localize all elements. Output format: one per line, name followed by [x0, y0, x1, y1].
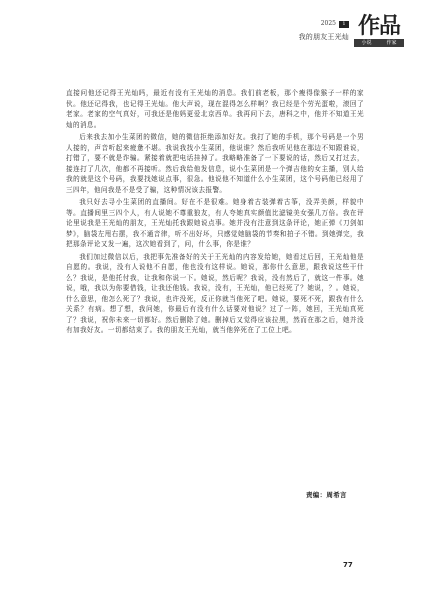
article-body: [66, 88, 364, 338]
article-paragraph: 我们加过微信以后，我把事先准备好的关于王光灿的内容发给她，她看过后回，王光灿他是自愿的。我说，没有人说他不自愿，他也没有这样说。她说，那你什么意思，跟我说这些干什么？我说，是他托付我，让我和你说一下。她说，然后呢？我说，没有然后了，就这一件事。她说，哦，我以为你要借钱，让我还他钱。我说，没有，王光灿，他已经死了？她说，？。她说，什么意思，他怎么死了？我说，也许没死，反正你就当他死了吧。她说，要死不死，跟我有什么关系？有病。想了想，我问她，你最后有没有什么话要对他说？过了一阵，她回，王光灿真死了？我说，祝你未来一切都好。然后删除了她。删掉后又觉得应该拉黑，然而在那之后，她并没有加我好友。一切都结束了。我的朋友王光灿，就当他猝死在了工位上吧。: [66, 252, 364, 334]
issue-year: 2025: [320, 20, 336, 27]
page-number: 77: [343, 561, 353, 569]
column-title: 我的朋友王光灿: [298, 33, 349, 41]
article-paragraph: 后来我去加小生菜团的微信，她的微信拒绝添加好友。我打了她的手机，那个号码是一个男人接的，声音听起来疲惫不堪。我说我找小生菜团，他说谁？然后我听见他在那边不知跟谁说，打错了，要不就是诈骗。紧接着就把电话挂掉了。我略略准备了一下要说的话，然后又打过去，接连打了几次，他都不再接听。然后我给他发信息，说小生菜团是一个弹吉他的女主播，别人给我的就是这个号码，我要找她说点事，很急。他说他不知道什么小生菜团，这个号码他已经用了三四年，他问我是不是受了骗，这种情况该去报警。: [66, 133, 364, 194]
magazine-logo: [353, 15, 405, 49]
logo-tag: 作家: [386, 40, 397, 46]
logo-mark: 作品: [357, 13, 400, 39]
logo-tags: [354, 39, 404, 47]
page-header: [0, 14, 427, 54]
article-paragraph: 我只好去寻小生菜团的直播间。好在不是很难。她身着古装弹着古筝，没弄美颜，样貌中等。直播间里三四个人，有人说她不尊重狼友，有人夸她真实颜值比滤镜美女强几万倍。我在评论里说我是王光灿的朋友，王光灿托我跟她说点事。她并没有注意到这条评论，她正弹《刀剑如梦》，脑袋左甩右摆，我不通音律，听不出好坏，只感觉她脑袋的节奏和拍子不错。到她弹完，我把那条评论又发一遍，这次她看到了，问，什么事，你是谁？: [66, 198, 364, 248]
editor-credit: 责编：周希言: [306, 491, 347, 499]
header-meta: [299, 19, 349, 42]
issue-line: [299, 19, 349, 29]
logo-tag: 小说: [361, 40, 372, 46]
article-paragraph: 直接问他还记得王光灿吗，最近有没有王光灿的消息。我们前老板，那个瘦得像猴子一样的家伙。他还记得我，也记得王光灿。他大声说，现在混得怎么样啊？我已经是个劳光蛋啦，滚回了老家。老家的空气真好，可我还是他妈更爱北京西单。我再问下去，唐科之中，他并不知道王光灿的消息。: [66, 89, 364, 129]
issue-number: 1: [339, 21, 349, 28]
